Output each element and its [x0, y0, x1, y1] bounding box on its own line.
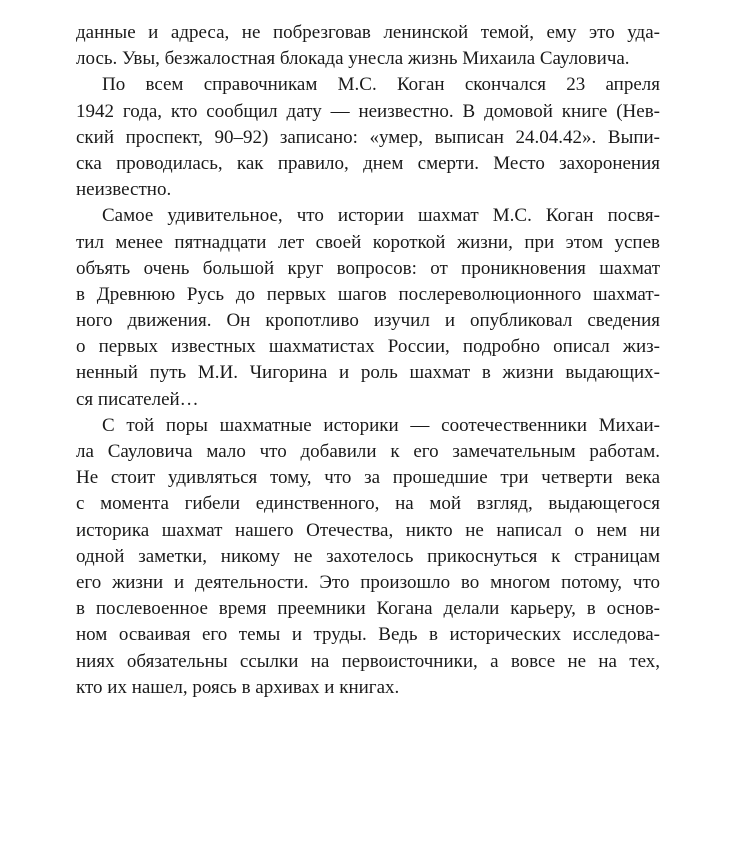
- text-line: данные и адреса, не побрезговав ленинской темой, ему это уда-: [76, 22, 660, 43]
- paragraph: [76, 72, 660, 203]
- text-line: ниях обязательны ссылки на первоисточники, а вовсе не на тех,: [76, 650, 660, 672]
- text-line: ска проводилась, как правило, днем смерти. Место захоронения: [76, 152, 660, 174]
- text-line: с момента гибели единственного, на мой взгляд, выдающегося: [76, 493, 660, 515]
- text-line: о первых известных шахматистах России, подробно описал жиз-: [76, 336, 660, 358]
- paragraph: [76, 413, 660, 701]
- text-line: кто их нашел, роясь в архивах и книгах.: [76, 676, 400, 698]
- text-line: 1942 года, кто сообщил дату — неизвестно. В домовой книге (Нев-: [76, 100, 660, 122]
- text-line: ного движения. Он кропотливо изучил и опубликовал сведения: [76, 310, 660, 332]
- text-line: С той поры шахматные историки — соотечественники Михаи-: [102, 414, 660, 436]
- text-line: Самое удивительное, что истории шахмат М.С. Коган посвя-: [102, 205, 660, 227]
- text-line: ненный путь М.И. Чигорина и роль шахмат в жизни выдающих-: [76, 362, 660, 384]
- text-line: его жизни и деятельности. Это произошло во многом потому, что: [76, 571, 660, 593]
- paragraph: [76, 20, 660, 72]
- text-line: По всем справочникам М.С. Коган скончался 23 апреля: [102, 74, 660, 96]
- text-line: объять очень большой круг вопросов: от проникновения шахмат: [76, 257, 660, 279]
- text-line: одной заметки, никому не захотелось прикоснуться к страницам: [76, 545, 660, 567]
- book-page: [76, 20, 660, 701]
- text-line: тил менее пятнадцати лет своей короткой жизни, при этом успев: [76, 231, 660, 253]
- text-line: в Древнюю Русь до первых шагов послереволюционного шахмат-: [76, 283, 660, 305]
- paragraph: [76, 203, 660, 413]
- text-line: Не стоит удивляться тому, что за прошедшие три четверти века: [76, 467, 660, 489]
- text-line: ский проспект, 90–92) записано: «умер, выписан 24.04.42». Выпи-: [76, 126, 660, 148]
- text-line: ся писателей…: [76, 388, 199, 410]
- text-line: неизвестно.: [76, 179, 172, 201]
- text-line: лось. Увы, безжалостная блокада унесла жизнь Михаила Сауловича.: [76, 48, 630, 70]
- text-line: историка шахмат нашего Отечества, никто не написал о нем ни: [76, 519, 660, 541]
- text-line: в послевоенное время преемники Когана делали карьеру, в основ-: [76, 598, 660, 620]
- text-line: ла Сауловича мало что добавили к его замечательным работам.: [76, 441, 660, 462]
- text-line: ном осваивая его темы и труды. Ведь в исторических исследова-: [76, 624, 660, 646]
